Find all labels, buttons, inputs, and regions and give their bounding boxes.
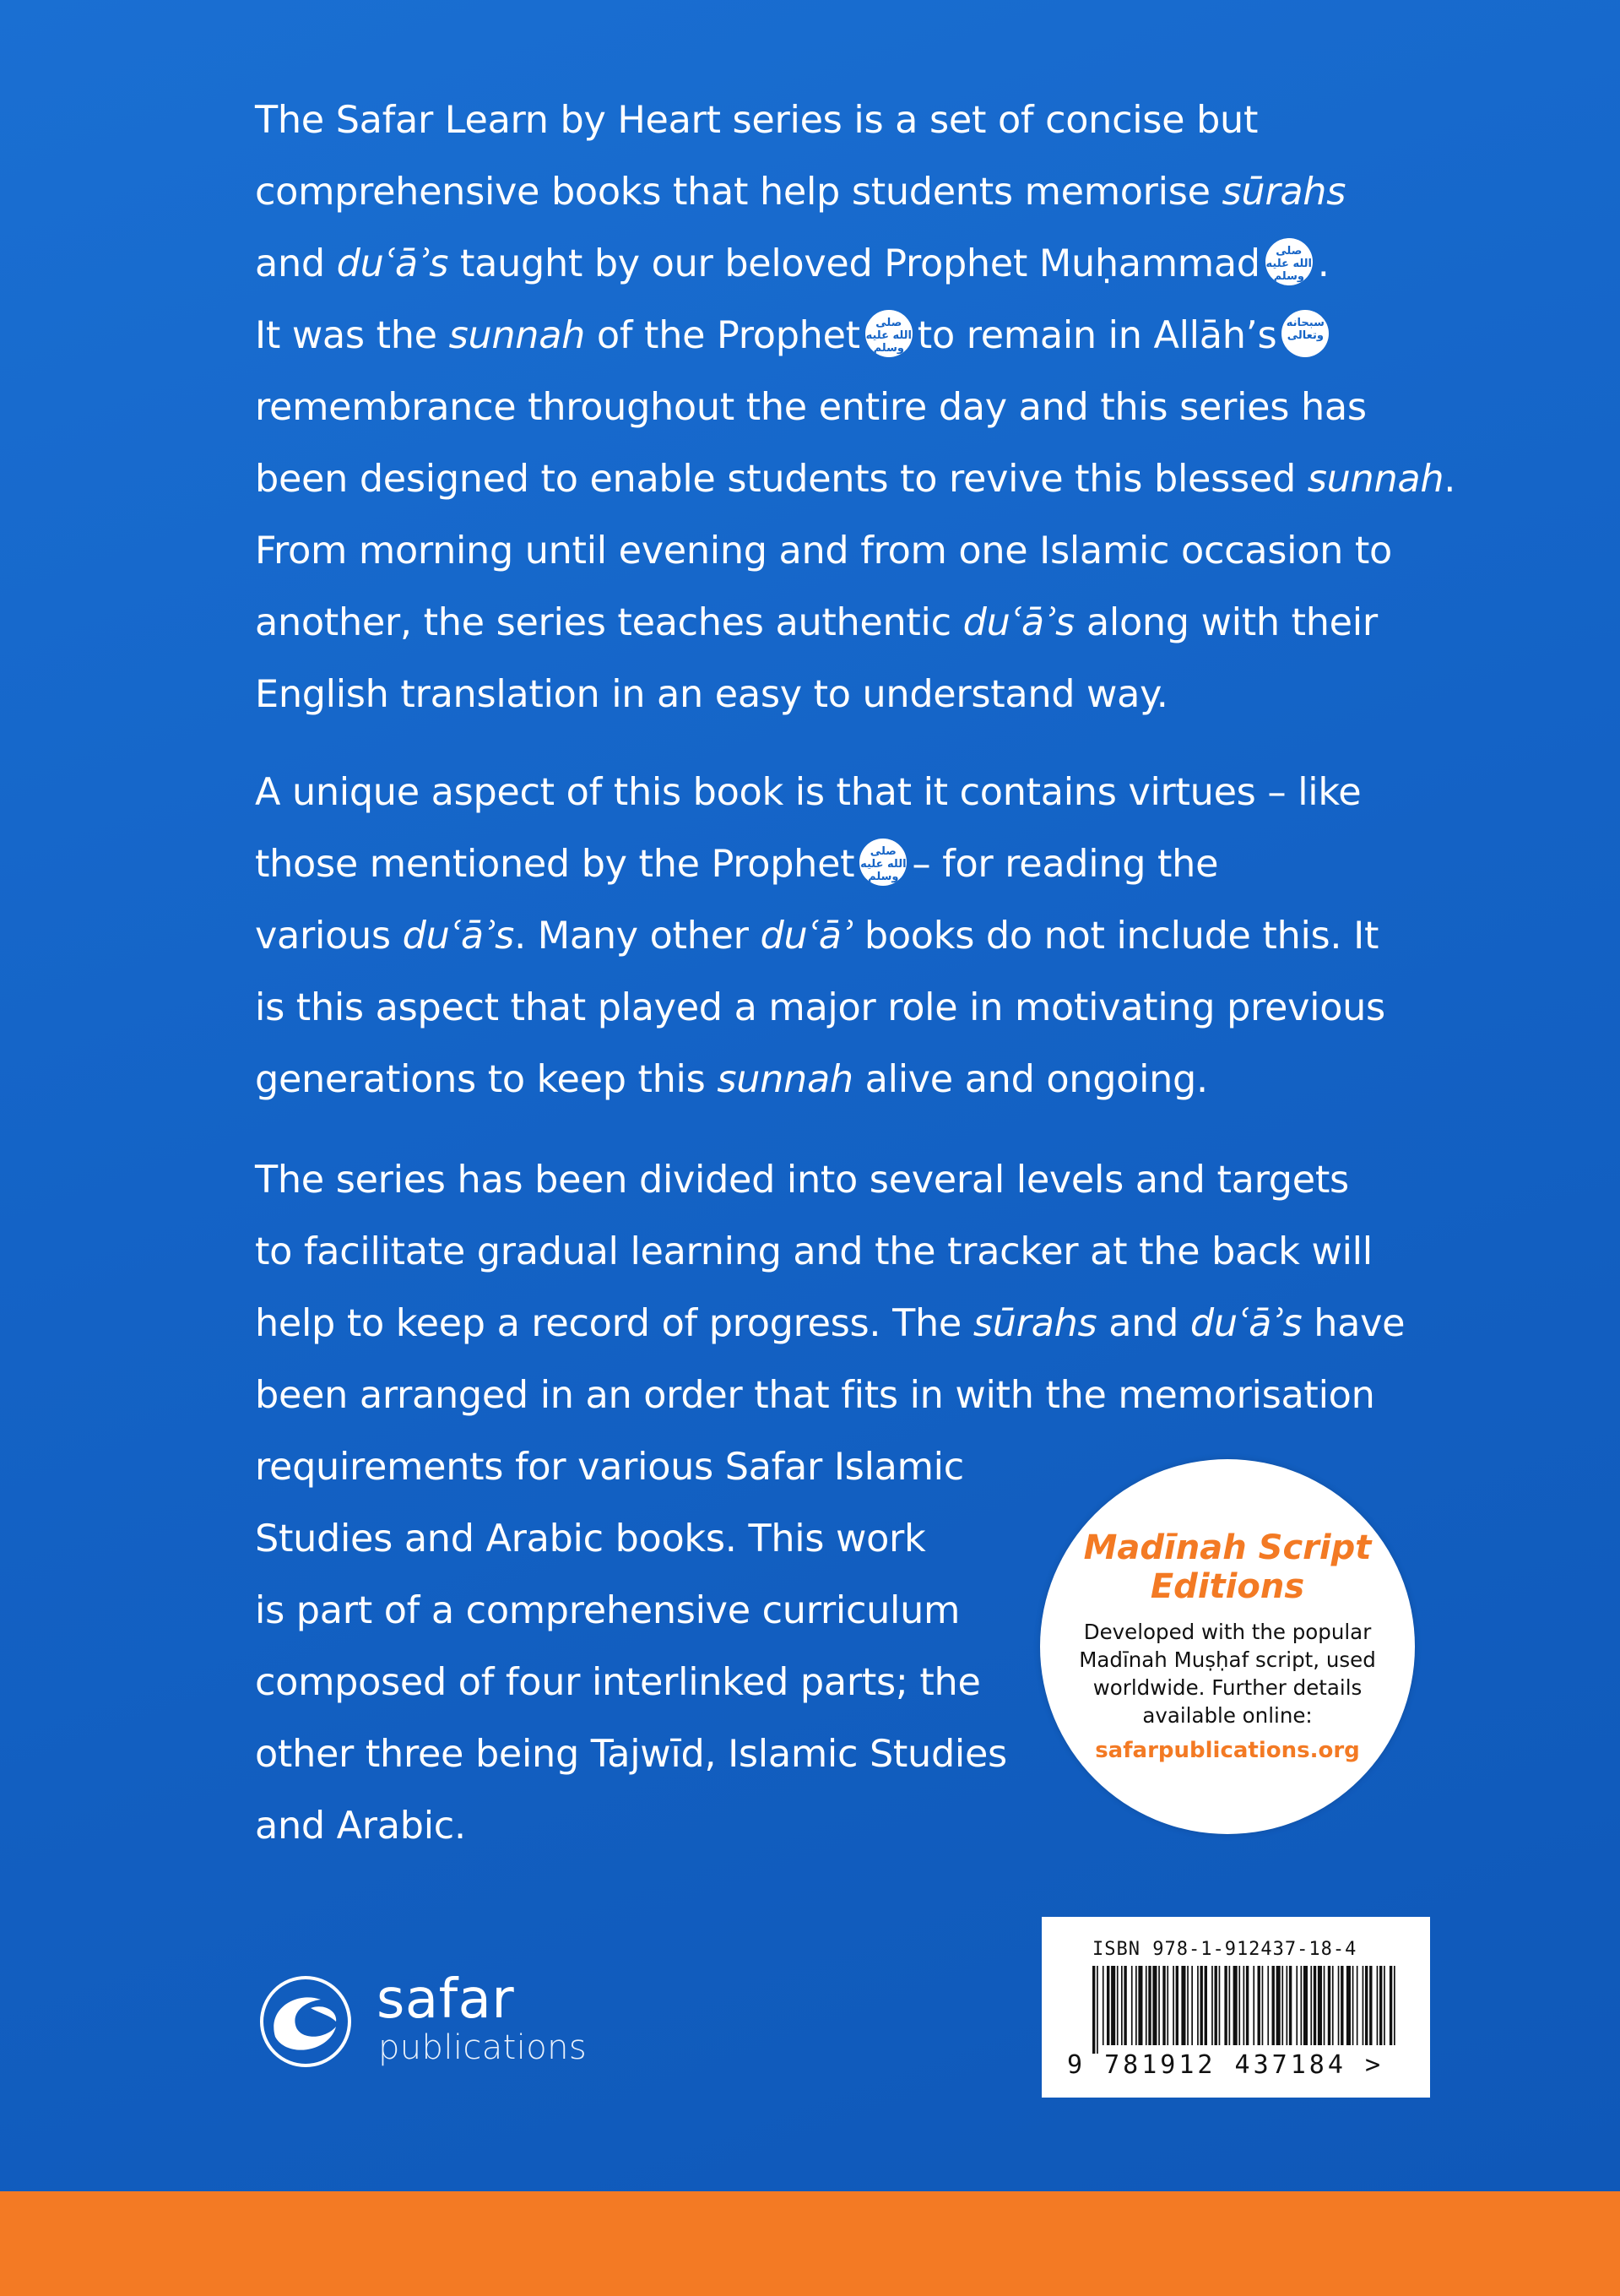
text-run: and — [1097, 1302, 1190, 1345]
barcode-bar — [1318, 1966, 1322, 2045]
text-run: – for reading the — [912, 843, 1219, 886]
italic-term: duʿāʾ — [760, 915, 853, 958]
barcode-bar — [1267, 1966, 1269, 2045]
text-line — [255, 828, 1479, 900]
text-run: The series has been divided into several levels and targets — [255, 1159, 1349, 1202]
text-run: taught by our beloved Prophet Muḥammad — [448, 242, 1260, 285]
barcode-bar — [1158, 1966, 1160, 2045]
text-run: A unique aspect of this book is that it contains virtues – like — [255, 771, 1362, 814]
barcode-bar — [1092, 1966, 1095, 2054]
badge-desc-line1: Developed with the popular — [1083, 1620, 1372, 1644]
barcode-bar — [1379, 1966, 1382, 2045]
barcode-bar — [1332, 1966, 1334, 2045]
honorific-text: سبحانه وتعالى — [1286, 317, 1325, 342]
salla-allahu-alayhi-wasallam-icon — [865, 310, 913, 357]
barcode-bar — [1394, 1966, 1395, 2045]
barcode-bar — [1377, 1966, 1379, 2045]
badge-desc-line2: Madīnah Muṣḥaf script, used — [1079, 1647, 1376, 1672]
text-run: comprehensive books that help students memorise — [255, 171, 1222, 214]
text-run: . — [1317, 242, 1330, 285]
text-run: of the Prophet — [585, 314, 860, 357]
barcode-bar — [1138, 1966, 1142, 2045]
italic-term: sunnah — [448, 314, 586, 357]
text-run: English translation in an easy to understand way. — [255, 673, 1168, 716]
barcode-bar — [1324, 1966, 1325, 2045]
text-line — [255, 156, 1479, 228]
barcode-bar — [1272, 1966, 1275, 2045]
text-line — [255, 1044, 1479, 1115]
barcode-bar — [1229, 1966, 1231, 2045]
text-run: . — [1444, 458, 1456, 501]
text-line — [255, 1216, 1479, 1288]
text-run: been designed to enable students to revive this blessed — [255, 458, 1308, 501]
barcode-bar — [1181, 1966, 1185, 2045]
text-run: requirements for various Safar Islamic — [255, 1446, 964, 1489]
italic-term: duʿāʾs — [962, 601, 1075, 644]
barcode-bar — [1205, 1966, 1207, 2045]
barcode-bars — [1092, 1966, 1396, 2054]
text-run: other three being Tajwīd, Islamic Studies — [255, 1733, 1007, 1776]
text-run: another, the series teaches authentic — [255, 601, 963, 644]
italic-term: sunnah — [717, 1058, 853, 1101]
text-line — [255, 84, 1479, 156]
text-line — [255, 515, 1479, 587]
honorific-text: صلى الله عليه وسلم — [1265, 245, 1312, 283]
text-run: to remain in Allāh’s — [917, 314, 1277, 357]
text-run: It was the — [255, 314, 449, 357]
barcode-bar — [1384, 1966, 1385, 2045]
barcode-bar — [1341, 1966, 1343, 2045]
barcode-bar — [1238, 1966, 1240, 2045]
barcode-bar — [1365, 1966, 1368, 2045]
text-line — [255, 300, 1479, 372]
barcode-bar — [1258, 1966, 1260, 2045]
barcode-bar — [1281, 1966, 1283, 2045]
barcode-bar — [1289, 1966, 1292, 2045]
text-line — [255, 757, 1479, 828]
badge-description — [1074, 1618, 1381, 1729]
text-run: generations to keep this — [255, 1058, 718, 1101]
text-run: and Arabic. — [255, 1805, 466, 1848]
honorific-text: صلى الله عليه وسلم — [865, 317, 913, 355]
text-run: remembrance throughout the entire day and this series has — [255, 386, 1367, 429]
badge-title-line2: Editions — [1150, 1567, 1305, 1606]
barcode-bar — [1219, 1966, 1221, 2045]
barcode-bar — [1262, 1966, 1264, 2045]
text-line — [255, 900, 1479, 972]
isbn-digits: 9 781912 437184 > — [1067, 2050, 1384, 2080]
italic-term: sunnah — [1307, 458, 1444, 501]
text-run: been arranged in an order that fits in with the memorisation — [255, 1374, 1375, 1417]
barcode-bar — [1338, 1966, 1340, 2045]
paragraph-2 — [255, 757, 1479, 1115]
logo-subtitle: publications — [378, 2028, 588, 2067]
barcode-bar — [1310, 1966, 1312, 2045]
text-run: composed of four interlinked parts; the — [255, 1661, 981, 1704]
barcode-bar — [1197, 1966, 1199, 2045]
text-line — [255, 1144, 1479, 1216]
text-run: . Many other — [514, 915, 761, 958]
text-run: The Safar Learn by Heart series is a set of concise but — [255, 99, 1259, 142]
orange-bottom-band — [0, 2191, 1620, 2296]
madinah-script-badge — [1040, 1459, 1415, 1834]
italic-term: duʿāʾs — [336, 242, 449, 285]
text-run: along with their — [1075, 601, 1378, 644]
badge-desc-line3: worldwide. Further details — [1092, 1675, 1363, 1700]
text-line — [255, 587, 1479, 659]
text-run: those mentioned by the Prophet — [255, 843, 855, 886]
barcode-bar — [1352, 1966, 1354, 2045]
barcode-bar — [1121, 1966, 1123, 2045]
text-run: is this aspect that played a major role in motivating previous — [255, 986, 1385, 1029]
italic-term: sūrahs — [1222, 171, 1346, 214]
barcode-bar — [1148, 1966, 1151, 2045]
text-run: various — [255, 915, 403, 958]
barcode-bar — [1363, 1966, 1364, 2045]
text-line — [255, 659, 1479, 730]
barcode-bar — [1135, 1966, 1137, 2045]
text-run: Studies and Arabic books. This work — [255, 1517, 926, 1561]
barcode-bar — [1215, 1966, 1217, 2045]
barcode-bar — [1301, 1966, 1303, 2045]
barcode-bar — [1173, 1966, 1174, 2045]
safar-swirl-icon — [258, 1974, 353, 2069]
text-line — [255, 972, 1479, 1044]
badge-title-line1: Madīnah Script — [1083, 1528, 1372, 1567]
isbn-label: ISBN 978-1-912437-18-4 — [1092, 1939, 1357, 1960]
barcode-bar — [1146, 1966, 1147, 2045]
badge-title — [1040, 1528, 1415, 1606]
text-run: books do not include this. It — [853, 915, 1379, 958]
barcode-bar — [1131, 1966, 1133, 2045]
barcode-bar — [1346, 1966, 1351, 2045]
barcode-bar — [1124, 1966, 1126, 2045]
text-line — [255, 372, 1479, 443]
barcode-bar — [1357, 1966, 1358, 2045]
salla-allahu-alayhi-wasallam-icon — [859, 839, 907, 886]
italic-term: duʿāʾs — [1189, 1302, 1303, 1345]
barcode-bar — [1296, 1966, 1298, 2045]
barcode-bar — [1176, 1966, 1178, 2045]
barcode-bar — [1097, 1966, 1098, 2054]
text-line — [255, 1288, 1479, 1360]
barcode-bar — [1107, 1966, 1109, 2045]
honorific-text: صلى الله عليه وسلم — [860, 845, 907, 883]
barcode-bar — [1369, 1966, 1372, 2045]
barcode-bar — [1162, 1966, 1165, 2045]
paragraph-1 — [255, 84, 1479, 730]
italic-term: duʿāʾs — [402, 915, 515, 958]
barcode-bar — [1103, 1966, 1104, 2045]
text-run: is part of a comprehensive curriculum — [255, 1589, 961, 1632]
barcode-bar — [1167, 1966, 1168, 2045]
barcode-bar — [1191, 1966, 1193, 2045]
subhanahu-wa-taala-icon — [1281, 310, 1329, 357]
barcode-bar — [1276, 1966, 1281, 2045]
barcode-bar — [1287, 1966, 1288, 2045]
isbn-barcode — [1042, 1917, 1430, 2098]
italic-term: sūrahs — [973, 1302, 1097, 1345]
text-run: have — [1302, 1302, 1406, 1345]
barcode-bar — [1211, 1966, 1213, 2045]
barcode-bar — [1328, 1966, 1330, 2045]
text-run: to facilitate gradual learning and the tracker at the back will — [255, 1230, 1373, 1273]
text-line — [255, 228, 1479, 300]
barcode-bar — [1246, 1966, 1249, 2045]
salla-allahu-alayhi-wasallam-icon — [1265, 238, 1313, 285]
badge-desc-line4: available online: — [1142, 1703, 1313, 1728]
text-run: help to keep a record of progress. The — [255, 1302, 973, 1345]
barcode-bar — [1253, 1966, 1254, 2045]
text-line — [255, 1360, 1479, 1431]
text-run: From morning until evening and from one Islamic occasion to — [255, 529, 1392, 573]
text-run: and — [255, 242, 337, 285]
barcode-bar — [1243, 1966, 1245, 2045]
barcode-bar — [1224, 1966, 1227, 2045]
barcode-bar — [1233, 1966, 1238, 2045]
badge-url-link[interactable]: safarpublications.org — [1095, 1738, 1360, 1763]
barcode-bar — [1303, 1966, 1308, 2045]
logo-name: safar — [377, 1968, 515, 2031]
safar-publications-logo — [258, 1968, 613, 2076]
barcode-bar — [1314, 1966, 1316, 2045]
barcode-bar — [1200, 1966, 1203, 2045]
text-run: alive and ongoing. — [853, 1058, 1208, 1101]
barcode-bar — [1390, 1966, 1392, 2045]
text-line — [255, 443, 1479, 515]
barcode-bar — [1152, 1966, 1157, 2045]
barcode-bar — [1187, 1966, 1189, 2045]
barcode-bar — [1111, 1966, 1115, 2045]
barcode-bar — [1117, 1966, 1119, 2045]
